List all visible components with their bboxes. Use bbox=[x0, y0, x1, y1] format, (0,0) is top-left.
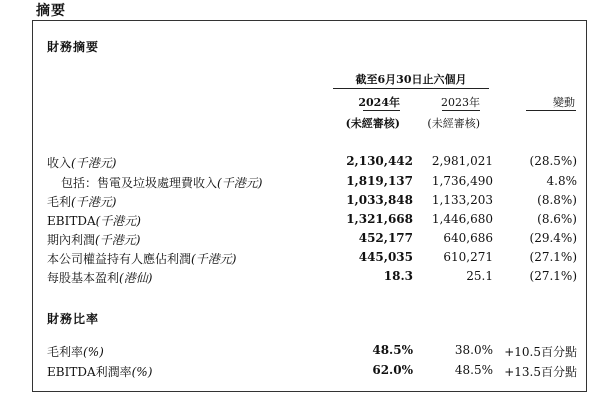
page-title: 摘要 bbox=[36, 3, 66, 19]
value-2023: 38.0% bbox=[454, 343, 493, 357]
year-2024-header: 2024年 bbox=[358, 96, 400, 109]
value-change: (27.1%) bbox=[529, 250, 577, 264]
table-row bbox=[47, 212, 577, 230]
value-change: (29.4%) bbox=[529, 231, 577, 245]
value-2024: 1,033,848 bbox=[346, 193, 413, 207]
value-2024: 445,035 bbox=[358, 250, 413, 264]
value-change: (8.6%) bbox=[537, 212, 577, 226]
value-2023: 640,686 bbox=[443, 231, 493, 245]
row-label: 收入(千港元) bbox=[47, 156, 117, 170]
period-header: 截至6月30日止六個月 bbox=[355, 73, 467, 86]
row-label: 本公司權益持有人應佔利潤(千港元) bbox=[47, 252, 237, 266]
value-2024: 62.0% bbox=[372, 363, 413, 377]
year-2024-underline bbox=[363, 110, 400, 111]
table-row bbox=[47, 154, 577, 172]
value-change: (27.1%) bbox=[529, 269, 577, 283]
value-2024: 48.5% bbox=[372, 343, 413, 357]
unaudited-2024: (未經審核) bbox=[345, 117, 400, 130]
row-label: 毛利率(%) bbox=[47, 345, 104, 359]
value-2024: 1,321,668 bbox=[346, 212, 413, 226]
table-row bbox=[47, 269, 577, 287]
change-underline bbox=[526, 110, 576, 111]
value-2023: 48.5% bbox=[454, 363, 493, 377]
table-row bbox=[47, 174, 577, 192]
value-2024: 18.3 bbox=[383, 269, 413, 283]
value-change: (28.5%) bbox=[529, 154, 577, 168]
row-label: EBITDA(千港元) bbox=[47, 214, 141, 228]
period-underline bbox=[333, 88, 489, 89]
year-2023-header: 2023年 bbox=[441, 96, 480, 109]
value-change: (8.8%) bbox=[537, 193, 577, 207]
row-label: EBITDA利潤率(%) bbox=[47, 365, 153, 379]
value-2023: 2,981,021 bbox=[431, 154, 493, 168]
ratio-row bbox=[47, 343, 577, 361]
value-change: +10.5百分點 bbox=[504, 345, 577, 359]
summary-heading: 財務摘要 bbox=[47, 40, 100, 54]
value-2023: 610,271 bbox=[443, 250, 493, 264]
ratio-row bbox=[47, 363, 577, 381]
financial-summary-box bbox=[32, 20, 587, 392]
unaudited-2023: (未經審核) bbox=[427, 117, 480, 130]
value-2024: 1,819,137 bbox=[346, 174, 413, 188]
value-2024: 2,130,442 bbox=[346, 154, 413, 168]
row-label: 期內利潤(千港元) bbox=[47, 233, 141, 247]
table-row bbox=[47, 193, 577, 211]
value-2023: 1,736,490 bbox=[431, 174, 493, 188]
table-row bbox=[47, 250, 577, 268]
value-change: 4.8% bbox=[546, 174, 577, 188]
row-label: 每股基本盈利(港仙) bbox=[47, 271, 153, 285]
change-header: 變動 bbox=[553, 96, 575, 109]
value-2023: 1,133,203 bbox=[431, 193, 493, 207]
table-row bbox=[47, 231, 577, 249]
row-label: 毛利(千港元) bbox=[47, 195, 117, 209]
value-2023: 1,446,680 bbox=[431, 212, 493, 226]
value-2024: 452,177 bbox=[358, 231, 413, 245]
year-2023-underline bbox=[442, 110, 480, 111]
ratio-heading: 財務比率 bbox=[47, 312, 100, 326]
row-label: 包括：售電及垃圾處理費收入(千港元) bbox=[61, 176, 263, 190]
value-2023: 25.1 bbox=[466, 269, 493, 283]
value-change: +13.5百分點 bbox=[504, 365, 577, 379]
